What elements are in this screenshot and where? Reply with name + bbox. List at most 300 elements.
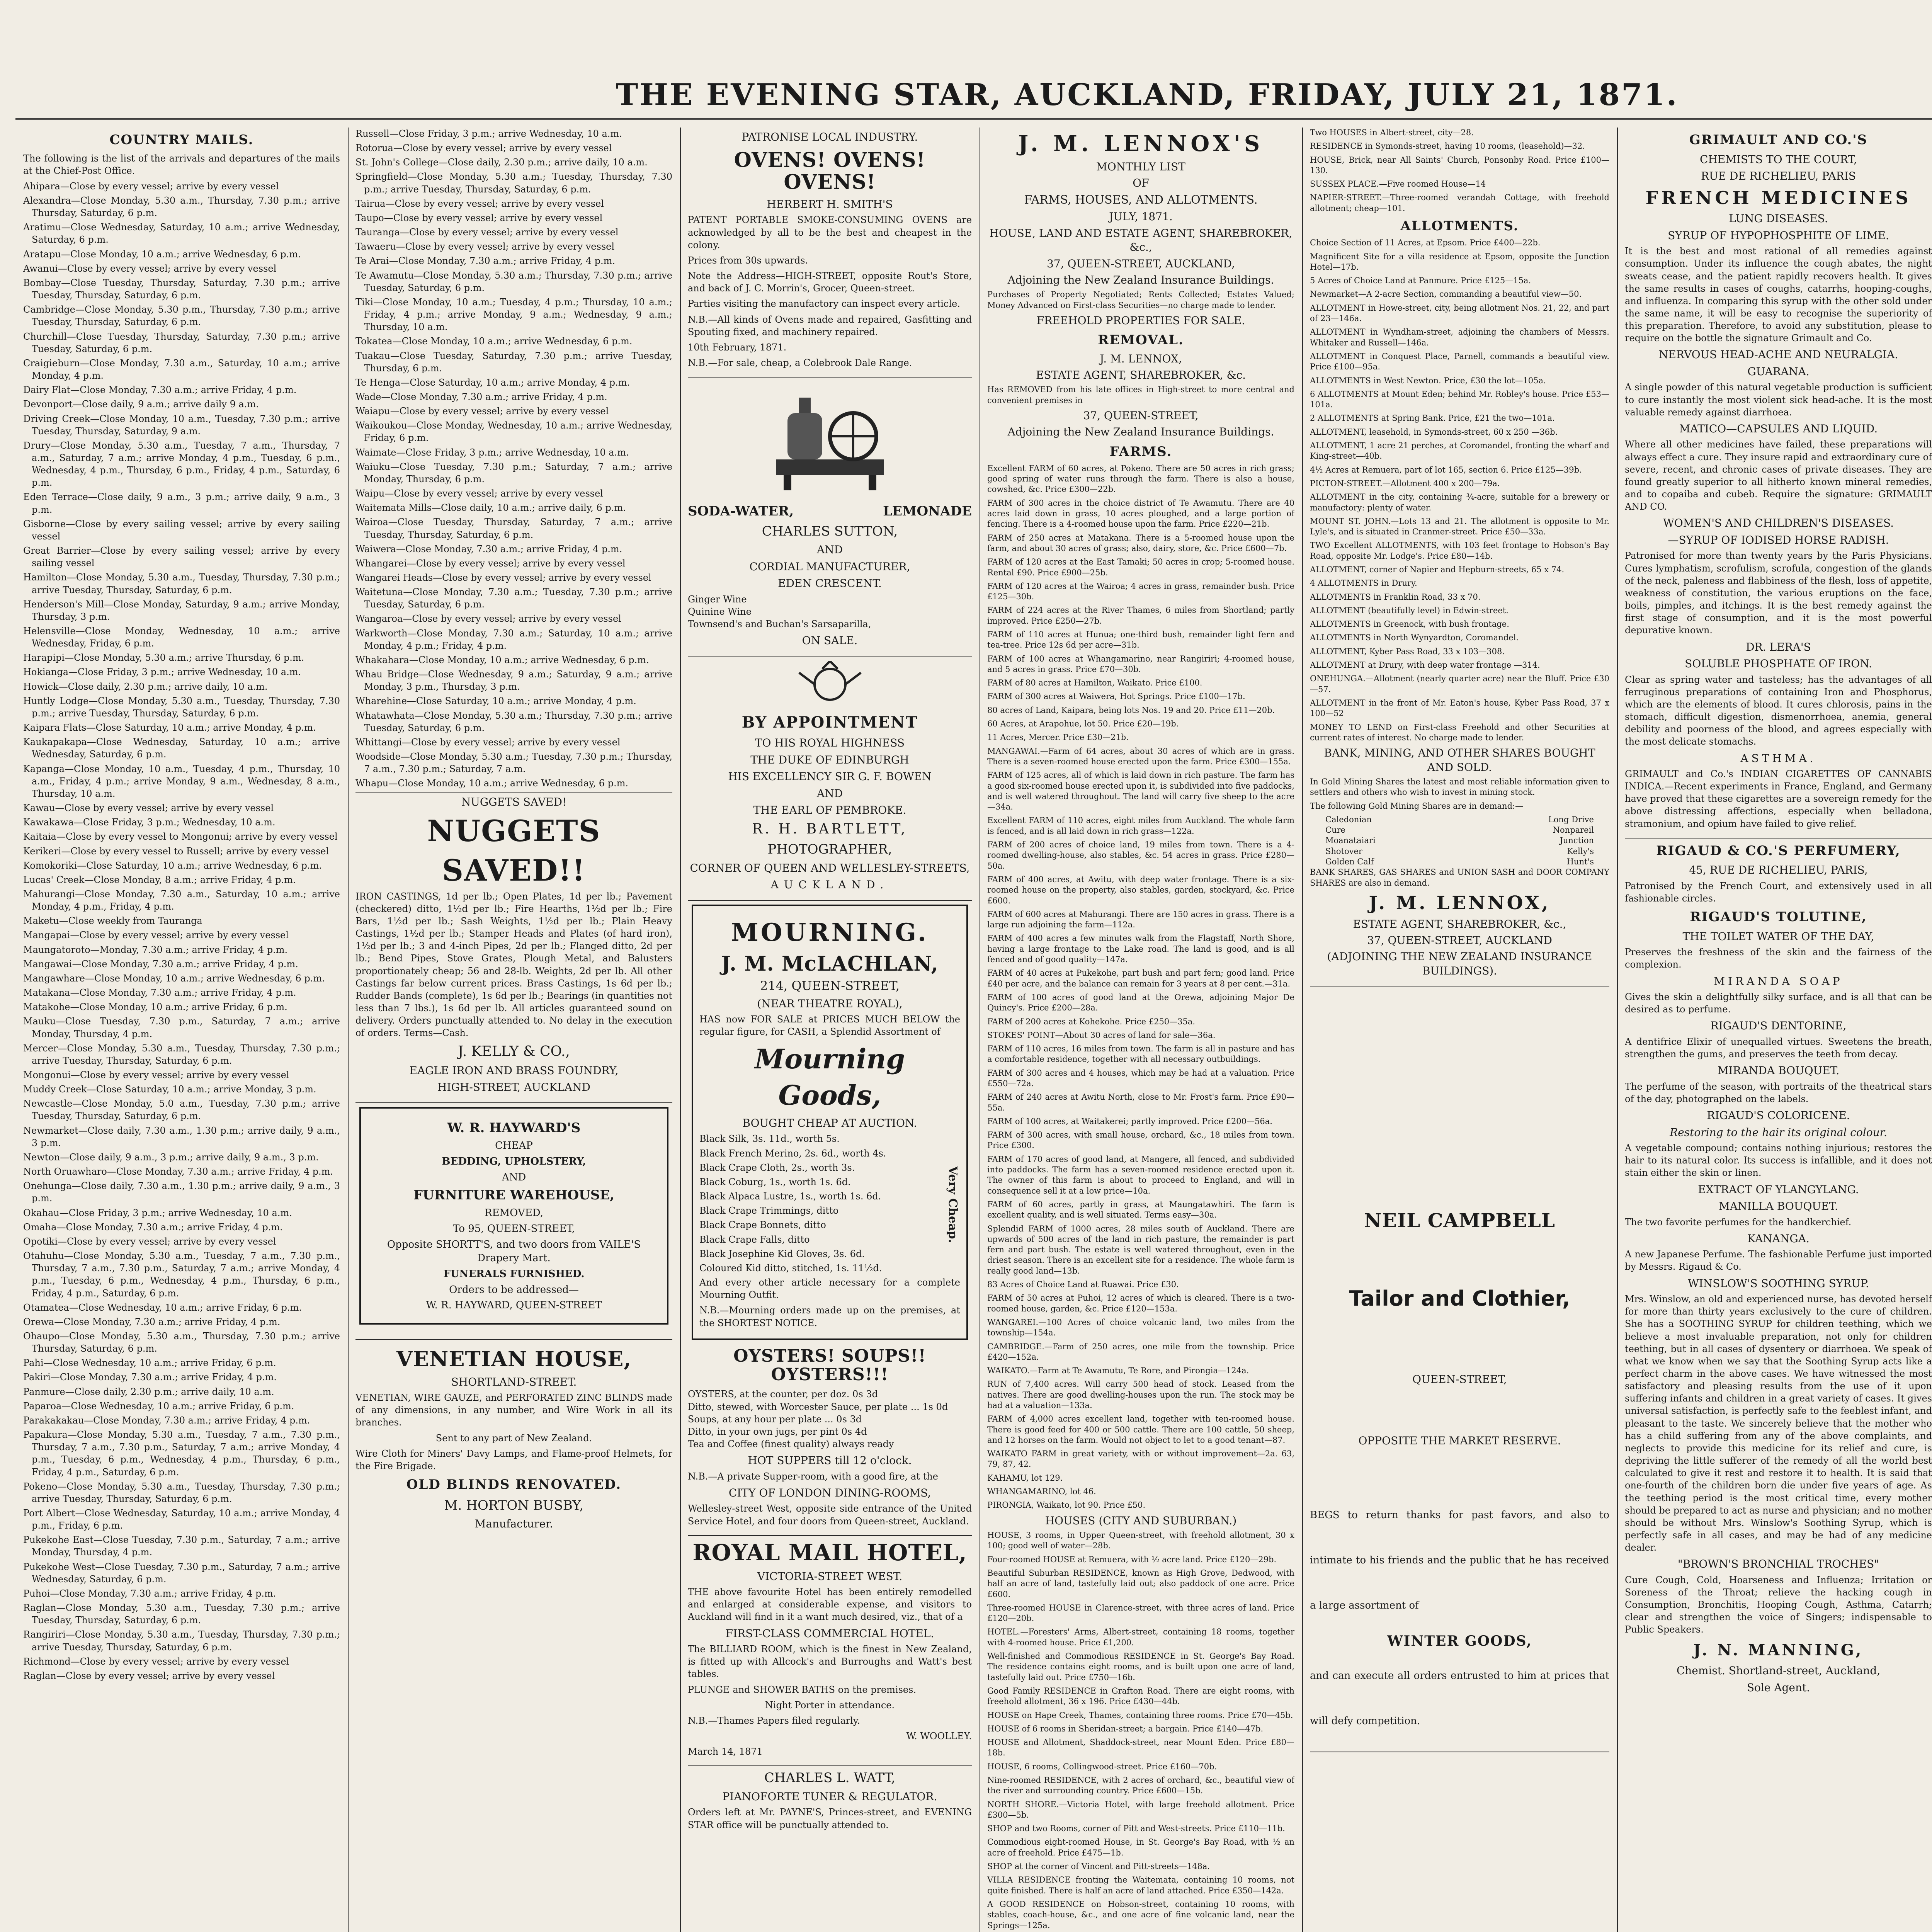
mail-entry: Whatawhata—Close Monday, 5.30 a.m.; Thursday, 7.30 p.m.; arrive Tuesday, Saturday, 6 p.m.: [355, 710, 672, 733]
smith-name: HERBERT H. SMITH'S: [767, 197, 893, 211]
mourning-item: Black French Merino, 2s. 6d., worth 4s.: [699, 1148, 886, 1159]
lera-heading: DR. LERA'S: [1746, 640, 1811, 653]
oysters-address: Wellesley-street West, opposite side entrance of the United Service Hotel, and four doors from Queen-street, Auckland.: [688, 1502, 972, 1536]
kananga-body: A new Japanese Perfume. The fashionable Perfume just imported by Messrs. Rigaud & Co.: [1625, 1249, 1932, 1272]
rigaud-body: Patronised by the French Court, and extensively used in all fashionable circles.: [1625, 880, 1932, 904]
manning-address: Chemist. Shortland-street, Auckland,: [1676, 1664, 1881, 1677]
women-heading: WOMEN'S AND CHILDREN'S DISEASES.: [1663, 517, 1894, 530]
smith-date: 10th February, 1871.: [688, 342, 787, 353]
mourning-item: Black Crape Cloth, 2s., worth 3s.: [699, 1162, 855, 1173]
mourning-goods: Mourning Goods,: [754, 1043, 905, 1112]
mail-entry: Waikoukou—Close Monday, Wednesday, 10 a.m.; arrive Wednesday, Friday, 6 p.m.: [355, 420, 672, 444]
column-local-adverts: [688, 128, 972, 1932]
house-listing: HOUSE of 6 rooms in Sheridan-street; a bargain. Price £140—47b.: [987, 1724, 1264, 1733]
watt-name: CHARLES L. WATT,: [764, 1770, 896, 1786]
mail-entry: Te Arai—Close Monday, 7.30 a.m.; arrive Friday, 4 p.m.: [355, 255, 615, 267]
mail-entry: Mercer—Close Monday, 5.30 a.m., Tuesday, Thursday, 7.30 p.m.; arrive Tuesday, Thursday, Saturday, 6 p.m.: [23, 1043, 340, 1066]
mail-entry: Kawakawa—Close Friday, 3 p.m.; Wednesday, 10 a.m.: [23, 817, 276, 828]
campbell-name: NEIL CAMPBELL: [1364, 1209, 1555, 1232]
mail-entry: Wangarei Heads—Close by every vessel; arrive by every vessel: [355, 572, 651, 583]
busby-name: M. HORTON BUSBY,: [444, 1497, 584, 1513]
allotment-listing: 2 ALLOTMENTS at Spring Bank. Price, £21 the two—101a.: [1310, 413, 1555, 423]
mail-entry: Devonport—Close daily, 9 a.m.; arrive daily 9 a.m.: [23, 399, 259, 410]
mails-intro: The following is the list of the arrivals and departures of the mails at the Chief-Post Office.: [23, 153, 340, 176]
shares-row: [1325, 857, 1594, 867]
hayward-line: FURNITURE WAREHOUSE,: [413, 1187, 615, 1203]
mourning-every: And every other article necessary for a complete Mourning Outfit.: [699, 1277, 960, 1301]
houses-heading: HOUSES (CITY AND SUBURBAN.): [1045, 1514, 1237, 1527]
farm-listing: FARM of 50 acres at Puhoi, 12 acres of which is cleared. There is a two-roomed house, garden, &c. Price £120—153a.: [987, 1293, 1294, 1313]
mail-entry: Mangawai—Close Monday, 7.30 a.m.; arrive Friday, 4 p.m.: [23, 958, 298, 969]
busby-role: Manufacturer.: [474, 1517, 553, 1531]
mail-entry: Tawaeru—Close by every vessel; arrive by every vessel: [355, 241, 615, 252]
smith-body: PATENT PORTABLE SMOKE-CONSUMING OVENS are acknowledged by all to be the best and cheapest in the colony.: [688, 214, 972, 250]
mail-entry: Waiapu—Close by every vessel; arrive by every vessel: [355, 406, 609, 417]
campbell-body: BEGS to return thanks for past favors, and also to intimate to his friends and the public that he has received a large assortment of: [1310, 1509, 1609, 1612]
smith-nb2: N.B.—For sale, cheap, a Colebrook Dale Range.: [688, 357, 972, 378]
farm-listing: FARM of 400 acres a few minutes walk from the Flagstaff, North Shore, having a large frontage to the Lake road. The land is good, and is all fenced and of good quality—147a.: [987, 934, 1294, 964]
mail-entry: Otahuhu—Close Monday, 5.30 a.m., Tuesday, 7 a.m., 7.30 p.m., Thursday, 7 a.m., 7.30 p.m., Saturday, 7 a.m.; arrive Monday, 4 p.m., Tuesday, 6 p.m., Wednesday, 4 p.m., Thursday, 6 p.m., Friday, 4 p.m., Saturday, 6 p.m.: [23, 1250, 340, 1299]
mail-entry: Panmure—Close daily, 2.30 p.m.; arrive daily, 10 a.m.: [23, 1386, 274, 1397]
mail-entry: Pukekohe East—Close Tuesday, 7.30 p.m., Saturday, 7 a.m.; arrive Monday, Thursday, 4 p.m.: [23, 1534, 340, 1558]
soda-machine-illustration: [753, 382, 907, 498]
allotment-listing: ALLOTMENT in Wyndham-street, adjoining the chambers of Messrs. Whitaker and Russell—146a.: [1310, 327, 1609, 347]
allotment-listing: ALLOTMENT, leasehold, in Symonds-street, 60 x 250 —36b.: [1310, 427, 1558, 437]
dentorine-heading: RIGAUD'S DENTORINE,: [1710, 1019, 1847, 1032]
house-listing: HOUSE on Hape Creek, Thames, containing three rooms. Price £70—45b.: [987, 1710, 1293, 1720]
allotment-listing: MOUNT ST. JOHN.—Lots 13 and 21. The allotment is opposite to Mr. Lyle's, and is situated in Cranmer-street. Price £50—33a.: [1310, 516, 1609, 537]
farms-heading: FARMS.: [1109, 444, 1172, 459]
watt-body: Orders left at Mr. PAYNE'S, Princes-street, and EVENING STAR office will be punctually attended to.: [688, 1807, 972, 1830]
mail-entry: Henderson's Mill—Close Monday, Saturday, 9 a.m.; arrive Monday, Thursday, 3 p.m.: [23, 599, 340, 622]
bouquet-body: The perfume of the season, with portraits of the theatrical stars of the day, photographed on the labels.: [1625, 1081, 1932, 1104]
farm-listing: FARM of 60 acres, partly in grass, at Maungatawhiri. The farm is excellent quality, and is well situated. Terms easy—30a.: [987, 1199, 1294, 1220]
mail-entry: Taupo—Close by every vessel; arrive by every vessel: [355, 212, 603, 223]
mail-entry: Rangiriri—Close Monday, 5.30 a.m., Tuesday, Thursday, 7.30 p.m.; arrive Tuesday, Thursday, Saturday, 6 p.m.: [23, 1629, 340, 1653]
mail-entry: Whangarei—Close by every vessel; arrive by every vessel: [355, 558, 626, 569]
farm-listing: FARM of 120 acres at the East Tamaki; 50 acres in crop; 5-roomed house. Rental £90. Price £900—25b.: [987, 557, 1294, 577]
nuggets-body: IRON CASTINGS, 1d per lb.; Open Plates, 1d per lb.; Pavement (checkered) ditto, 1½d per lb.; Fire Hearths, 1½d per lb.; Fire Bars, 1½d per lb.; Sash Weights, 1½d per lb.; Plain Heavy Castings, 1½d per lb.; Stamper Heads and Plates (of hard iron), 1½d per lb.; 3 and 4-inch Pipes, 2d per lb.; Flanged ditto, 2d per lb.; Bend Pipes, Stove Grates, Plough Metal, and Balusters proportionately cheap; 56 and 28-lb. Weights, 2d per lb. All other Castings far below current prices. Brass Castings, 1s 6d per lb.; Rudder Bands (complete), 1s 6d per lb.; Bearings (in quantities not less than 7 lbs.), 1s 6d per lb. All articles guaranteed sound on delivery. Orders punctually attended to. No delay in the execution of orders. Terms—Cash.: [355, 891, 672, 1039]
guarana-heading: GUARANA.: [1747, 365, 1810, 378]
house-listing: SHOP and two Rooms, corner of Pitt and West-streets. Price £110—11b.: [987, 1824, 1285, 1833]
column-mails-continued: [355, 128, 672, 1932]
masthead: THE EVENING STAR, AUCKLAND, FRIDAY, JULY 21, 1871.: [15, 71, 1932, 120]
mourning-nb: N.B.—Mourning orders made up on the premises, at the SHORTEST NOTICE.: [699, 1305, 960, 1328]
bartlett-name: R. H. BARTLETT,: [752, 821, 908, 837]
tolutine-body: Preserves the freshness of the skin and the fairness of the complexion.: [1625, 947, 1932, 970]
mclachlan-near: (NEAR THEATRE ROYAL),: [757, 997, 903, 1010]
mail-entry: Lucas' Creek—Close Monday, 8 a.m.; arrive Friday, 4 p.m.: [23, 874, 296, 885]
column-lennox-list: [987, 128, 1294, 1932]
mail-entry: Raglan—Close by every vessel; arrive by every vessel: [23, 1670, 275, 1681]
mail-entry: Awanui—Close by every vessel; arrive by every vessel: [23, 263, 277, 274]
farm-listing: Splendid FARM of 1000 acres, 28 miles south of Auckland. There are upwards of 500 acres of the land in rich pasture, the remainder is part fern and part bush. The estate is well watered throughout, even in the driest season. There is an excellent site for a residence. The whole farm is really good land—13b.: [987, 1224, 1294, 1276]
mail-entry: Pakiri—Close Monday, 7.30 a.m.; arrive Friday, 4 p.m.: [23, 1372, 277, 1383]
removal-adjoining: Adjoining the New Zealand Insurance Buildings.: [1007, 425, 1274, 439]
royal-mail-first-class: FIRST-CLASS COMMERCIAL HOTEL.: [725, 1627, 934, 1640]
mail-entry: Maketu—Close weekly from Tauranga: [23, 915, 202, 927]
farm-listing: FARM of 125 acres, all of which is laid down in rich pasture. The farm has a good six-roomed house erected upon it, is subdivided into five paddocks, and is well watered throughout. The land will carry five sheep to the acre—34a.: [987, 770, 1294, 812]
mail-entry: Helensville—Close Monday, Wednesday, 10 a.m.; arrive Wednesday, Friday, 6 p.m.: [23, 626, 340, 649]
mail-entry: Alexandra—Close Monday, 5.30 a.m., Thursday, 7.30 p.m.; arrive Thursday, Saturday, 6 p.m.: [23, 195, 340, 219]
mail-entry: Mangapai—Close by every vessel; arrive by every vessel: [23, 930, 289, 941]
lennox-address: 37, QUEEN-STREET, AUCKLAND,: [1047, 257, 1235, 270]
hayward-line: W. R. HAYWARD, QUEEN-STREET: [426, 1299, 602, 1311]
royal-mail-plunge: PLUNGE and SHOWER BATHS on the premises.: [688, 1684, 917, 1695]
mail-entry: Okahau—Close Friday, 3 p.m.; arrive Wednesday, 10 a.m.: [23, 1207, 292, 1218]
farm-listing: FARM of 120 acres at the Wairoa; 4 acres in grass, remainder bush. Price £125—30b.: [987, 581, 1294, 602]
farm-listing: Excellent FARM of 60 acres, at Pokeno. There are 50 acres in rich grass; good spring of water runs through the farm. There is also a house, cowshed, &c. Price £300—22b.: [987, 463, 1294, 494]
mail-entry: Tokatea—Close Monday, 10 a.m.; arrive Wednesday, 6 p.m.: [355, 336, 633, 347]
smith-nb: N.B.—All kinds of Ovens made and repaired, Gasfitting and Spouting fixed, and machinery repaired.: [688, 314, 972, 337]
mail-entry: Onehunga—Close daily, 7.30 a.m., 1.30 p.m.; arrive daily, 9 a.m., 3 p.m.: [23, 1180, 340, 1204]
very-cheap: Very Cheap.: [946, 1166, 959, 1243]
mail-entry: North Oruawharo—Close Monday, 7.30 a.m.; arrive Friday, 4 p.m.: [23, 1166, 333, 1177]
mourning-item: Black Crape Bonnets, ditto: [699, 1219, 826, 1231]
mail-entry: St. John's College—Close daily, 2.30 p.m.; arrive daily, 10 a.m.: [355, 157, 648, 168]
grimault-address: RUE DE RICHELIEU, PARIS: [1701, 170, 1856, 183]
campbell-winter: WINTER GOODS,: [1387, 1633, 1532, 1650]
mail-entry: Waimate—Close Friday, 3 p.m.; arrive Wednesday, 10 a.m.: [355, 447, 629, 458]
venetian-street: SHORTLAND-STREET.: [451, 1375, 577, 1388]
appointment-and: AND: [816, 787, 843, 800]
allotment-listing: ALLOTMENT, corner of Napier and Hepburn-streets, 65 x 74.: [1310, 565, 1565, 574]
house-listing: NAPIER-STREET.—Three-roomed verandah Cottage, with freehold allotment; cheap—101.: [1310, 193, 1609, 213]
tolutine-heading: RIGAUD'S TOLUTINE,: [1690, 909, 1867, 925]
appointment-earl: THE EARL OF PEMBROKE.: [753, 804, 906, 817]
appointment-governor: HIS EXCELLENCY SIR G. F. BOWEN: [728, 770, 932, 783]
farm-listing: FARM of 300 acres in the choice district of Te Awamutu. There are 40 acres laid down in grass, 10 acres ploughed, and a large portion of fencing. There is a 4-roomed house upon the farm. Price £220—21b.: [987, 498, 1294, 529]
mail-entry: Craigieburn—Close Monday, 7.30 a.m., Saturday, 10 a.m.; arrive Monday, 4 p.m.: [23, 357, 340, 381]
sutton-cordial: CORDIAL MANUFACTURER,: [749, 560, 910, 573]
grimault-sub: CHEMISTS TO THE COURT,: [1700, 153, 1857, 166]
mail-entry: Newton—Close daily, 9 a.m., 3 p.m.; arrive daily, 9 a.m., 3 p.m.: [23, 1151, 319, 1163]
share-name: Nonpareil: [1553, 825, 1594, 835]
house-listing: SHOP at the corner of Vincent and Pitt-streets—148a.: [987, 1862, 1210, 1871]
house-listing: HOUSE and Allotment, Shaddock-street, near Mount Eden. Price £80—18b.: [987, 1738, 1294, 1758]
allotment-listing: ALLOTMENTS in West Newton. Price, £30 the lot—105a.: [1310, 376, 1546, 385]
mclachlan-name: J. M. McLACHLAN,: [721, 952, 939, 976]
farm-listing: MANGAWAI.—Farm of 64 acres, about 30 acres of which are in grass. There is a seven-roomed house erected upon the farm. Price £300—155a.: [987, 746, 1294, 766]
shares-table: [1310, 815, 1609, 867]
allotment-listing: ALLOTMENT in the city, containing ¾-acre, suitable for a brewery or manufactory: plenty of water.: [1310, 492, 1609, 512]
mail-entry: Raglan—Close Monday, 5.30 a.m., Tuesday, 7.30 p.m.; arrive Tuesday, Thursday, Saturday, 6 p.m.: [23, 1602, 340, 1626]
mourning-item: Black Josephine Kid Gloves, 3s. 6d.: [699, 1248, 865, 1259]
mail-entry: Mauku—Close Tuesday, 7.30 p.m., Saturday, 7 a.m.; arrive Monday, Thursday, 4 p.m.: [23, 1016, 340, 1039]
mail-entry: Dairy Flat—Close Monday, 7.30 a.m.; arrive Friday, 4 p.m.: [23, 384, 297, 396]
dentorine-body: A dentifrice Elixir of unequalled virtues. Sweetens the breath, strengthen the gums, and preserves the teeth from decay.: [1625, 1036, 1932, 1060]
mail-entry: Puhoi—Close Monday, 7.30 a.m.; arrive Friday, 4 p.m.: [23, 1588, 276, 1599]
mail-entry: Newcastle—Close Monday, 5.0 a.m., Tuesday, 7.30 p.m.; arrive Tuesday, Thursday, Saturday, 6 p.m.: [23, 1098, 340, 1122]
column-country-mails: [23, 128, 340, 1932]
lennox-note: Purchases of Property Negotiated; Rents Collected; Estates Valued; Money Advanced on First-class Securities—no charge made to lender.: [987, 290, 1294, 310]
allotment-listing: 6 ALLOTMENTS at Mount Eden; behind Mr. Robley's house. Price £53—101a.: [1310, 389, 1609, 410]
mail-entry: Bombay—Close Tuesday, Thursday, Saturday, 7.30 p.m.; arrive Tuesday, Thursday, Saturday, 6 p.m.: [23, 277, 340, 301]
kelly-firm: EAGLE IRON AND BRASS FOUNDRY,: [409, 1064, 619, 1077]
house-listing: Well-finished and Commodious RESIDENCE in St. George's Bay Road. The residence contains eight rooms, and is built upon one acre of land, tastefully laid out. Price £750—16b.: [987, 1651, 1294, 1682]
house-listing: NORTH SHORE.—Victoria Hotel, with large freehold allotment. Price £300—5b.: [987, 1799, 1294, 1820]
sutton-location: EDEN CRESCENT.: [778, 577, 882, 590]
mail-entry: Orewa—Close Monday, 7.30 a.m.; arrive Friday, 4 p.m.: [23, 1316, 281, 1327]
ovens-headline: OVENS! OVENS! OVENS!: [734, 148, 926, 194]
mail-entry: Otamatea—Close Wednesday, 10 a.m.; arrive Friday, 6 p.m.: [23, 1302, 302, 1313]
allotment-listing: TWO Excellent ALLOTMENTS, with 103 feet frontage to Hobson's Bay Road, opposite Mr. Lodge's. Price £80—14b.: [1310, 541, 1609, 561]
rigaud-address: 45, RUE DE RICHELIEU, PARIS,: [1689, 864, 1868, 877]
allotment-listing: ALLOTMENT, 1 acre 21 perches, at Coromandel, fronting the wharf and King-street—40b.: [1310, 441, 1609, 461]
farm-listing: STOKES' POINT—About 30 acres of land for sale—36a.: [987, 1030, 1216, 1040]
kananga-heading: KANANGA.: [1747, 1232, 1810, 1245]
farm-listing: 11 Acres, Mercer. Price £30—21b.: [987, 733, 1129, 742]
syrup-heading: SYRUP OF HYPOPHOSPHITE OF LIME.: [1668, 229, 1889, 242]
lennox-agent: HOUSE, LAND AND ESTATE AGENT, SHAREBROKER, &c.,: [989, 226, 1293, 254]
share-name: Cure: [1325, 825, 1346, 835]
house-listing: HOTEL.—Foresters' Arms, Albert-street, containing 18 rooms, together with 4-roomed house. Price £1,200.: [987, 1627, 1294, 1647]
asthma-body: GRIMAULT and Co.'s INDIAN CIGARETTES OF CANNABIS INDICA.—Recent experiments in France, England, and Germany have proved that these cigarettes are a sovereign remedy for the above distressing affections, especially when belladona, stramonium, and opium have failed to give relief.: [1625, 768, 1932, 838]
mail-entry: Springfield—Close Monday, 5.30 a.m.; Tuesday, Thursday, 7.30 p.m.; arrive Tuesday, Thursday, Saturday, 6 p.m.: [355, 171, 672, 195]
farm-listing: 83 Acres of Choice Land at Ruawai. Price £30.: [987, 1280, 1179, 1289]
appointment-to: TO HIS ROYAL HIGHNESS: [755, 736, 905, 750]
farm-listing: FARM of 40 acres at Pukekohe, part bush and part fern; good land. Price £40 per acre, and the balance can remain for 3 years at 8 per cent.—31a.: [987, 968, 1294, 988]
smith-parties: Parties visiting the manufactory can inspect every article.: [688, 298, 960, 310]
removal-role: ESTATE AGENT, SHAREBROKER, &c.: [1036, 368, 1246, 381]
farms-list: [987, 463, 1294, 1511]
mail-entry: Waipu—Close by every vessel; arrive by every vessel: [355, 488, 603, 499]
removal-name: J. M. LENNOX,: [1100, 352, 1182, 365]
bank-foot: BANK SHARES, GAS SHARES and UNION SASH and DOOR COMPANY SHARES are also in demand.: [1310, 867, 1609, 888]
mail-entry: Kapanga—Close Monday, 10 a.m., Tuesday, 4 p.m., Thursday, 10 a.m., Friday, 4 p.m.; arrive Monday, 9 a.m., Wednesday, 8 a.m., Thursday, 10 a.m.: [23, 763, 340, 799]
mourning-advert: [692, 905, 968, 1340]
bartlett-address: CORNER OF QUEEN AND WELLESLEY-STREETS,: [690, 861, 970, 874]
winslow-body: Mrs. Winslow, an old and experienced nurse, has devoted herself for more than thirty years exclusively to the cure of children. She has a SOOTHING SYRUP for children teething, which we believe a most invaluable preparation, not only for children teething, but in all cases of dysentery or diarrhoea. We speak of what we know when we say that the Soothing Syrup acts like a perfect charm in the above cases. We have witnessed the most satisfactory and pleasing results from the use of it upon suffering infants and children in a great variety of cases. It gives universal satisfaction, is perfectly safe to the feeblest infant, and pleasant to the taste. We sincerely believe that the mother who has a child suffering from any of the above complaints, and neglects to provide this medicine for its relief and cure, is depriving the little sufferer of the remedy of all the world best calculated to give it rest and restore it to health. It is said that one-fourth of the children born die under five years of age. As the teething period is the most critical time, every mother should be prepared to act as nurse and physician; and no mother should be without Mrs. Winslow's Soothing Syrup, which is perfectly safe in all cases, and may be had of any medicine dealer.: [1625, 1294, 1932, 1553]
royal-arms-icon: [791, 661, 869, 707]
watt-trade: PIANOFORTE TUNER & REGULATOR.: [722, 1790, 937, 1803]
column-french-medicines: [1625, 128, 1932, 1932]
mail-entry: Tairua—Close by every vessel; arrive by every vessel: [355, 198, 604, 209]
lennox-adjoining: Adjoining the New Zealand Insurance Buildings.: [1007, 273, 1274, 286]
house-listing: VILLA RESIDENCE fronting the Waitemata, containing 10 rooms, not quite finished. There is half an acre of land attached. Price £350—142a.: [987, 1875, 1294, 1895]
farm-listing: 60 Acres, at Arapohue, lot 50. Price £20—19b.: [987, 719, 1179, 729]
removal-address: 37, QUEEN-STREET,: [1083, 409, 1199, 422]
allotment-listing: 5 Acres of Choice Land at Panmure. Price £125—15a.: [1310, 276, 1531, 286]
mail-entry: Pokeno—Close Monday, 5.30 a.m., Tuesday, Thursday, 7.30 p.m.; arrive Tuesday, Thursday, Saturday, 6 p.m.: [23, 1481, 340, 1504]
mail-entry: Kaitaia—Close by every vessel to Mongonui; arrive by every vessel: [23, 831, 338, 842]
mail-entry: Parakakakau—Close Monday, 7.30 a.m.; arrive Friday, 4 p.m.: [23, 1415, 310, 1426]
mail-entry: Wade—Close Monday, 7.30 a.m.; arrive Friday, 4 p.m.: [355, 391, 607, 402]
syrup-body: It is the best and most rational of all remedies against consumption. Under its influence the cough abates, the night sweats cease, and the patient rapidly recovers health. It gives the same results in cases of coughs, catarrhs, hooping-coughs, and influenza. In comparing this syrup with the other sold under the same name, it will be easy to recognise the superiority of this preparation. Therefore, to avoid any substitution, please to require on the bottle the signature Grimault and Co.: [1625, 246, 1932, 344]
farm-listing: WAIKATO FARM in great variety, with or without improvement—2a. 63, 79, 87, 42.: [987, 1449, 1294, 1469]
allotment-listing: PICTON-STREET.—Allotment 400 x 200—79a.: [1310, 478, 1500, 488]
farm-listing: CAMBRIDGE.—Farm of 250 acres, one mile from the township. Price £420—152a.: [987, 1342, 1294, 1362]
column-allotments: [1310, 128, 1609, 1932]
house-listing: RESIDENCE in Symonds-street, having 10 rooms, (leasehold)—32.: [1310, 141, 1585, 151]
sutton-and: AND: [816, 543, 843, 556]
royal-mail-street: VICTORIA-STREET WEST.: [757, 1570, 903, 1583]
mail-entry: Pukekohe West—Close Tuesday, 7.30 p.m., Saturday, 7 a.m.; arrive Wednesday, Saturday, 6 p.m.: [23, 1561, 340, 1585]
house-listing: Three-roomed HOUSE in Clarence-street, with three acres of land. Price £120—20b.: [987, 1603, 1294, 1623]
house-listing: A GOOD RESIDENCE on Hobson-street, containing 10 rooms, with stables, coach-house, &c., and one acre of fine volcanic land, near the Springs—125a.: [987, 1899, 1294, 1930]
patronise: PATRONISE LOCAL INDUSTRY.: [742, 131, 918, 143]
house-listing: Two HOUSES in Albert-street, city—28.: [1310, 128, 1474, 137]
lennox-headline: J. M. LENNOX'S: [1018, 131, 1264, 156]
mail-entry: Komokoriki—Close Saturday, 10 a.m.; arrive Wednesday, 6 p.m.: [23, 860, 322, 871]
nervous-heading: NERVOUS HEAD-ACHE AND NEURALGIA.: [1658, 348, 1898, 361]
venetian-headline: VENETIAN HOUSE,: [396, 1347, 632, 1372]
nuggets-kicker: NUGGETS SAVED!: [461, 795, 567, 808]
soluble-heading: SOLUBLE PHOSPHATE OF IRON.: [1685, 657, 1872, 670]
farm-listing: FARM of 200 acres of choice land, 19 miles from town. There is a 4-roomed dwelling-house, also stables, &c. 54 acres in grass. Price £280—50a.: [987, 840, 1294, 871]
lennox-address-2: 37, QUEEN-STREET, AUCKLAND: [1367, 934, 1552, 947]
house-listing: Commodious eight-roomed House, in St. George's Bay Road, with ½ an acre of freehold. Price £475—1b.: [987, 1837, 1294, 1857]
coloricene-body: A vegetable compound; contains nothing injurious; restores the hair to its natural color. Its success is infallible, and it does not stain either the skin or linen.: [1625, 1143, 1932, 1179]
oysters-hot: HOT SUPPERS till 12 o'clock.: [748, 1454, 912, 1467]
guarana-body: A single powder of this natural vegetable production is sufficient to cure instantly the most violent sick head-ache. It is the most valuable remedy against diarrhoea.: [1625, 382, 1932, 418]
mail-entry: Wharehine—Close Saturday, 10 a.m.; arrive Monday, 4 p.m.: [355, 696, 636, 707]
allotment-listing: Magnificent Site for a villa residence at Epsom, opposite the Junction Hotel—17b.: [1310, 252, 1609, 272]
royal-mail-headline: ROYAL MAIL HOTEL,: [692, 1539, 967, 1566]
asthma-heading: ASTHMA.: [1740, 752, 1816, 765]
farm-listing: FARM of 110 acres at Hunua; one-third bush, remainder light fern and tea-tree. Price 12s 6d per acre—31b.: [987, 630, 1294, 650]
share-name: Shotover: [1325, 846, 1362, 856]
mail-entry: Te Henga—Close Saturday, 10 a.m.; arrive Monday, 4 p.m.: [355, 377, 630, 388]
mail-entry: Cambridge—Close Monday, 5.30 p.m., Thursday, 7.30 p.m.; arrive Tuesday, Thursday, Saturday, 6 p.m.: [23, 304, 340, 328]
oysters-nb: N.B.—A private Supper-room, with a good fire, at the: [688, 1471, 938, 1482]
farm-listing: WHANGAMARINO, lot 46.: [987, 1487, 1096, 1497]
farm-listing: PIRONGIA, Waikato, lot 90. Price £50.: [987, 1500, 1146, 1510]
hayward-line: AND: [502, 1172, 526, 1184]
share-name: Long Drive: [1548, 815, 1594, 824]
mail-entry: Hamilton—Close Monday, 5.30 a.m., Tuesday, Thursday, 7.30 p.m.; arrive Tuesday, Thursday, Saturday, 6 p.m.: [23, 572, 340, 595]
lennox-date: JULY, 1871.: [1109, 210, 1173, 223]
mail-entry: Matakana—Close Monday, 7.30 a.m.; arrive Friday, 4 p.m.: [23, 987, 296, 998]
farm-listing: FARM of 250 acres at Matakana. There is a 5-roomed house upon the farm, and about 30 acres of grass; also, dairy, store, &c. Price £600—7b.: [987, 533, 1294, 553]
mourning-item: Black Crape Trimmings, ditto: [699, 1205, 839, 1216]
mails-list: [23, 180, 340, 1682]
mail-entry: Tauranga—Close by every vessel; arrive by every vessel: [355, 227, 619, 238]
mail-entry: Omaha—Close Monday, 7.30 a.m.; arrive Friday, 4 p.m.: [23, 1221, 283, 1233]
mail-entry: Howick—Close daily, 2.30 p.m.; arrive daily, 10 a.m.: [23, 681, 268, 692]
farm-listing: Excellent FARM of 110 acres, eight miles from Auckland. The whole farm is fenced, and is all laid down in rich grass—122a.: [987, 816, 1294, 836]
mail-entry: Waitetuna—Close Monday, 7.30 a.m.; Tuesday, 7.30 p.m.; arrive Tuesday, Saturday, 6 p.m.: [355, 587, 672, 610]
mourning-item: Black Alpaca Lustre, 1s., worth 1s. 6d.: [699, 1191, 881, 1202]
farm-listing: WANGAREI.—100 Acres of choice volcanic land, two miles from the township—154a.: [987, 1317, 1294, 1338]
shares-row: [1325, 815, 1594, 825]
mourning-item: Coloured Kid ditto, stitched, 1s. 11½d.: [699, 1262, 882, 1274]
farm-listing: FARM of 400 acres, at Awitu, with deep water frontage. There is a six-roomed house on the property, also stables, garden, stockyard, &c. Price £600.: [987, 874, 1294, 905]
house-listing: SUSSEX PLACE.—Five roomed House—14: [1310, 179, 1486, 189]
ylang-body: The two favorite perfumes for the handkerchief.: [1625, 1216, 1852, 1228]
farm-listing: FARM of 100 acres at Whangamarino, near Rangiriri; 4-roomed house, and 5 acres in grass. Price £70—30b.: [987, 654, 1294, 674]
lennox-sub3: FARMS, HOUSES, AND ALLOTMENTS.: [1024, 193, 1258, 207]
royal-mail-proprietor: W. WOOLLEY.: [906, 1730, 972, 1742]
lera-body: Clear as spring water and tasteless; has the advantages of all ferruginous preparations of containing Iron and Phosphorus, which are the elements of blood. It cures chlorosis, pains in the stomach, difficult digestion, dismenorrhoea, anemia, general debility and poorness of the blood, and agrees especially with the most delicate stomachs.: [1625, 674, 1932, 747]
share-name: Junction: [1560, 836, 1594, 845]
allotment-listing: ALLOTMENT at Drury, with deep water frontage —314.: [1310, 660, 1540, 670]
venetian-body: VENETIAN, WIRE GAUZE, and PERFORATED ZINC BLINDS made of any dimensions, in any number, and Wire Work in all its branches.: [355, 1392, 672, 1428]
mourning-item: Black Crape Falls, ditto: [699, 1234, 810, 1245]
farm-listing: FARM of 300 acres and 4 houses, which may be had at a valuation. Price £550—72a.: [987, 1068, 1294, 1088]
venetian-wire: Wire Cloth for Miners' Davy Lamps, and Flame-proof Helmets, for the Fire Brigade.: [355, 1448, 672, 1471]
oysters-city: CITY OF LONDON DINING-ROOMS,: [728, 1486, 931, 1499]
allotment-listing: ALLOTMENTS in North Wynyardton, Coromandel.: [1310, 633, 1519, 643]
sutton-soda: SODA-WATER,: [688, 503, 794, 519]
lennox-sub: MONTHLY LIST: [1096, 160, 1185, 173]
mourning-items: [699, 1133, 945, 1276]
ylang-heading: EXTRACT OF YLANGYLANG.: [1698, 1183, 1859, 1196]
campbell-street: QUEEN-STREET,: [1412, 1373, 1507, 1386]
lennox-signature: J. M. LENNOX,: [1369, 892, 1551, 914]
mail-entry: Newmarket—Close daily, 7.30 a.m., 1.30 p.m.; arrive daily, 9 a.m., 3 p.m.: [23, 1125, 340, 1148]
mail-entry: Waiuku—Close Tuesday, 7.30 p.m.; Saturday, 7 a.m.; arrive Monday, Thursday, 6 p.m.: [355, 461, 672, 485]
iodised-body: Patronised for more than twenty years by the Paris Physicians. Cures lymphatism, scrofulism, scrofula, congestion of the glands of the neck, paleness and flabbiness of the flesh, loss of appetite, weakness of constitution, the various eruptions on the face, boils, pimples, and itchings. It is the best remedy against the first stage of consumption, and it is the most powerful depurative known.: [1625, 550, 1932, 636]
allotment-listing: ALLOTMENT in Howe-street, city, being allotment Nos. 21, 22, and part of 23—146a.: [1310, 303, 1609, 323]
mail-entry: Opotiki—Close by every vessel; arrive by every vessel: [23, 1236, 276, 1247]
mail-entry: Papakura—Close Monday, 5.30 a.m., Tuesday, 7 a.m., 7.30 p.m., Thursday, 7 a.m., 7.30 p.m., Saturday, 7 a.m.; arrive Monday, 4 p.m., Tuesday, 6 p.m., Wednesday, 4 p.m., Thursday, 6 p.m., Friday, 4 p.m., Saturday, 6 p.m.: [23, 1429, 340, 1478]
mourning-item: Black Silk, 3s. 11d., worth 5s.: [699, 1133, 840, 1145]
sutton-lemonade: LEMONADE: [883, 503, 972, 519]
mail-entry: Muddy Creek—Close Saturday, 10 a.m.; arrive Monday, 3 p.m.: [23, 1084, 316, 1095]
mail-entry: Wairoa—Close Tuesday, Thursday, Saturday, 7 a.m.; arrive Tuesday, Thursday, Saturday, 6 p.m.: [355, 517, 672, 540]
lennox-sub2: OF: [1133, 176, 1149, 189]
bartlett-trade: PHOTOGRAPHER,: [767, 842, 892, 857]
allotment-listing: 4½ Acres at Remuera, part of lot 165, section 6. Price £125—39b.: [1310, 465, 1582, 474]
nuggets-headline: NUGGETS SAVED!!: [427, 814, 601, 888]
hayward-line: BEDDING, UPHOLSTERY,: [442, 1156, 586, 1168]
mail-entry: Paparoa—Close Wednesday, 10 a.m.; arrive Friday, 6 p.m.: [23, 1400, 294, 1412]
mourning-items-block: [699, 1133, 960, 1276]
mourning-bought: BOUGHT CHEAP AT AUCTION.: [742, 1116, 917, 1129]
mail-entry: Churchill—Close Tuesday, Thursday, Saturday, 7.30 p.m.; arrive Tuesday, Saturday, 6 p.m.: [23, 331, 340, 354]
mail-entry: Ahipara—Close by every vessel; arrive by every vessel: [23, 180, 279, 192]
farm-listing: FARM of 100 acres of good land at the Orewa, adjoining Major De Quincy's. Price £200—28a.: [987, 992, 1294, 1013]
farm-listing: WAIKATO.—Farm at Te Awamutu, Te Rore, and Pirongia—124a.: [987, 1366, 1249, 1376]
mail-entry: Pahi—Close Wednesday, 10 a.m.; arrive Friday, 6 p.m.: [23, 1357, 276, 1369]
mail-entry: Mongonui—Close by every vessel; arrive by every vessel: [23, 1070, 289, 1081]
shares-row: [1325, 846, 1594, 857]
farm-listing: FARM of 100 acres, at Waitakerei; partly improved. Price £200—56a.: [987, 1116, 1272, 1126]
farm-listing: 80 acres of Land, Kaipara, being lots Nos. 19 and 20. Price £11—20b.: [987, 705, 1275, 715]
hayward-line: Opposite SHORTT'S, and two doors from VAILE'S Drapery Mart.: [387, 1239, 641, 1264]
matico-body: Where all other medicines have failed, these preparations will always effect a cure. They insure rapid and extraordinary cure of severe, recent, and chronic cases of private diseases. They are found greatly superior to all hitherto known mineral remedies, and to copaiba and cubeb. Require the signature: GRIMAULT AND CO.: [1625, 439, 1932, 512]
farm-listing: FARM of 110 acres, 16 miles from town. The farm is all in pasture and has a comfortable residence, together with all necessary outbuildings.: [987, 1044, 1294, 1064]
column-rule: [348, 128, 349, 1932]
mail-entry: Mangawhare—Close Monday, 10 a.m.; arrive Wednesday, 6 p.m.: [23, 973, 325, 984]
mail-entry: Harapipi—Close Monday, 5.30 a.m.; arrive Thursday, 6 p.m.: [23, 652, 304, 663]
sutton-list: Ginger Wine Quinine Wine Townsend's and Buchan's Sarsaparilla,: [688, 594, 871, 630]
manilla-heading: MANILLA BOUQUET.: [1719, 1200, 1838, 1213]
mail-entry: Richmond—Close by every vessel; arrive by every vessel: [23, 1656, 289, 1667]
allotment-listing: ALLOTMENT in the front of Mr. Eaton's house, Kyber Pass Road, 37 x 100—52: [1310, 698, 1609, 718]
mail-entry: Waitemata Mills—Close daily, 10 a.m.; arrive daily, 6 p.m.: [355, 502, 626, 514]
campbell-trade: Tailor and Clothier,: [1349, 1286, 1570, 1311]
allotment-listing: ALLOTMENT, Kyber Pass Road, 33 x 103—308.: [1310, 646, 1505, 656]
manning-name: J. N. MANNING,: [1693, 1641, 1864, 1659]
house-listing: Beautiful Suburban RESIDENCE, known as High Grove, Dedwood, with half an acre of land, tastefully laid out; also paddock of one acre. Price £600.: [987, 1568, 1294, 1599]
hayward-line: W. R. HAYWARD'S: [447, 1120, 581, 1136]
mail-entry: Aratapu—Close Monday, 10 a.m.; arrive Wednesday, 6 p.m.: [23, 248, 301, 260]
mail-entry: Tuakau—Close Tuesday, Saturday, 7.30 p.m.; arrive Tuesday, Thursday, 6 p.m.: [355, 350, 672, 374]
sutton-sale: ON SALE.: [688, 633, 972, 656]
farm-listing: FARM of 240 acres at Awitu North, close to Mr. Frost's farm. Price £90—55a.: [987, 1092, 1294, 1112]
venetian-sent: Sent to any part of New Zealand.: [435, 1432, 592, 1444]
mail-entry: Matakohe—Close Monday, 10 a.m.; arrive Friday, 6 p.m.: [23, 1002, 287, 1013]
farm-listing: FARM of 170 acres of good land, at Mangere, all fenced, and subdivided into paddocks. The farm has a seven-roomed residence erected upon it. The owner of this farm is about to proceed to England, and will in consequence sell it at a low price—10a.: [987, 1154, 1294, 1196]
farm-listing: FARM of 224 acres at the River Thames, 6 miles from Shortland; partly improved. Price £250—27b.: [987, 605, 1294, 626]
house-listing: Four-roomed HOUSE at Remuera, with ½ acre land. Price £120—29b.: [987, 1554, 1277, 1564]
mourning-headline: MOURNING.: [731, 918, 929, 947]
campbell-body-2: and can execute all orders entrusted to him at prices that will defy competition.: [1310, 1653, 1609, 1752]
winslow-heading: WINSLOW'S SOOTHING SYRUP.: [1687, 1277, 1869, 1290]
mail-entry: Eden Terrace—Close daily, 9 a.m., 3 p.m.; arrive daily, 9 a.m., 3 p.m.: [23, 492, 340, 515]
